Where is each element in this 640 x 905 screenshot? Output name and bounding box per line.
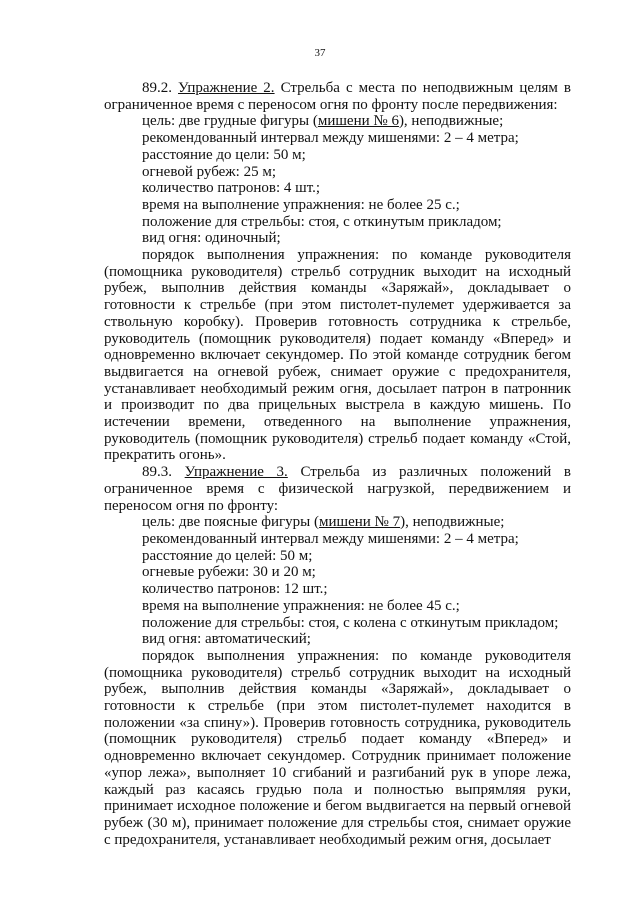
exercise-3-number: 89.3. bbox=[142, 464, 172, 481]
exercise-3-interval: рекомендованный интервал между мишенями: 2 – 4 метра; bbox=[142, 530, 519, 547]
exercise-3-goal bbox=[104, 514, 571, 531]
exercise-2-goal-targets: мишени № 6 bbox=[317, 113, 399, 130]
exercise-2-goal-suffix: ), неподвижные; bbox=[398, 113, 504, 130]
page-number: 37 bbox=[314, 47, 326, 59]
exercise-2-procedure: порядок выполнения упражнения: по команде руководителя (помощника руководителя) стрельб сотрудник выходит на исходный рубеж, выполнив действия команды «Заряжай», докладывает о готовности к стрельбе (при этом пистолет-пулемет удерживается за ствольную коробку). Проверив готовность сотрудника к стрельбе, руководитель (помощник руководителя) подает команду «Вперед» и одновременно включает секундомер. По этой команде сотрудник бегом выдвигается на огневой рубеж, снимает оружие с предохранителя, устанавливает необходимый режим огня, досылает патрон в патронник и производит по два прицельных выстрела в каждую мишень. По истечении времени, отведенного на выполнение упражнения, руководитель (помощник руководителя) стрельб подает команду «Стой, прекратить огонь». bbox=[104, 247, 571, 464]
exercise-2-time: время на выполнение упражнения: не более 25 с.; bbox=[142, 196, 460, 213]
exercise-2-cartridges: количество патронов: 4 шт.; bbox=[142, 180, 321, 197]
exercise-2-firing-line: огневой рубеж: 25 м; bbox=[142, 163, 276, 180]
exercise-2-fire-type: вид огня: одиночный; bbox=[142, 230, 281, 247]
exercise-2-heading bbox=[104, 80, 571, 113]
document-body bbox=[104, 80, 571, 848]
exercise-3-goal-targets: мишени № 7 bbox=[319, 514, 401, 531]
exercise-3-goal-suffix: ), неподвижные; bbox=[400, 514, 505, 531]
exercise-3-fire-type: вид огня: автоматический; bbox=[142, 631, 311, 648]
exercise-3-heading bbox=[104, 464, 571, 514]
exercise-3-title: Упражнение 3. bbox=[184, 464, 288, 481]
exercise-3-distance: расстояние до целей: 50 м; bbox=[142, 547, 313, 564]
exercise-3-goal-prefix: цель: две поясные фигуры ( bbox=[142, 514, 319, 531]
exercise-2-distance: расстояние до цели: 50 м; bbox=[142, 146, 306, 163]
exercise-3-firing-lines: огневые рубежи: 30 и 20 м; bbox=[142, 564, 316, 581]
exercise-2-position: положение для стрельбы: стоя, с откинутым прикладом; bbox=[142, 213, 502, 230]
exercise-2-interval: рекомендованный интервал между мишенями: 2 – 4 метра; bbox=[142, 130, 519, 147]
exercise-2-title: Упражнение 2. bbox=[178, 80, 275, 96]
exercise-3-heading-text: Стрельба из различных положений в ограниченное время с физической нагрузкой, передвижением и переносом огня по фронту: bbox=[104, 464, 572, 514]
exercise-3-cartridges: количество патронов: 12 шт.; bbox=[142, 581, 328, 598]
exercise-3-time: время на выполнение упражнения: не более 45 с.; bbox=[142, 597, 460, 614]
exercise-2-heading-text: Стрельба с места по неподвижным целям в ограниченное время с переносом огня по фронту после передвижения: bbox=[104, 80, 571, 113]
exercise-2-number: 89.2. bbox=[142, 80, 172, 96]
exercise-2-goal bbox=[104, 113, 571, 130]
exercise-2-goal-prefix: цель: две грудные фигуры ( bbox=[142, 113, 318, 130]
exercise-3-position: положение для стрельбы: стоя, с колена с откинутым прикладом; bbox=[142, 614, 559, 631]
exercise-3-procedure: порядок выполнения упражнения: по команде руководителя (помощника руководителя) стрельб сотрудник выходит на исходный рубеж, выполнив действия команды «Заряжай», докладывает о готовности к стрельбе (при этом пистолет-пулемет находится в положении «за спину»). Проверив готовность сотрудника, руководитель (помощник руководителя) стрельб подает команду «Вперед» и одновременно включает секундомер. Сотрудник принимает положение «упор лежа», выполняет 10 сгибаний и разгибаний рук в упоре лежа, каждый раз касаясь грудью пола и полностью выпрямляя руки, принимает исходное положение и бегом выдвигается на первый огневой рубеж (30 м), принимает положение для стрельбы стоя, снимает оружие с предохранителя, устанавливает необходимый режим огня, досылает bbox=[104, 647, 571, 848]
